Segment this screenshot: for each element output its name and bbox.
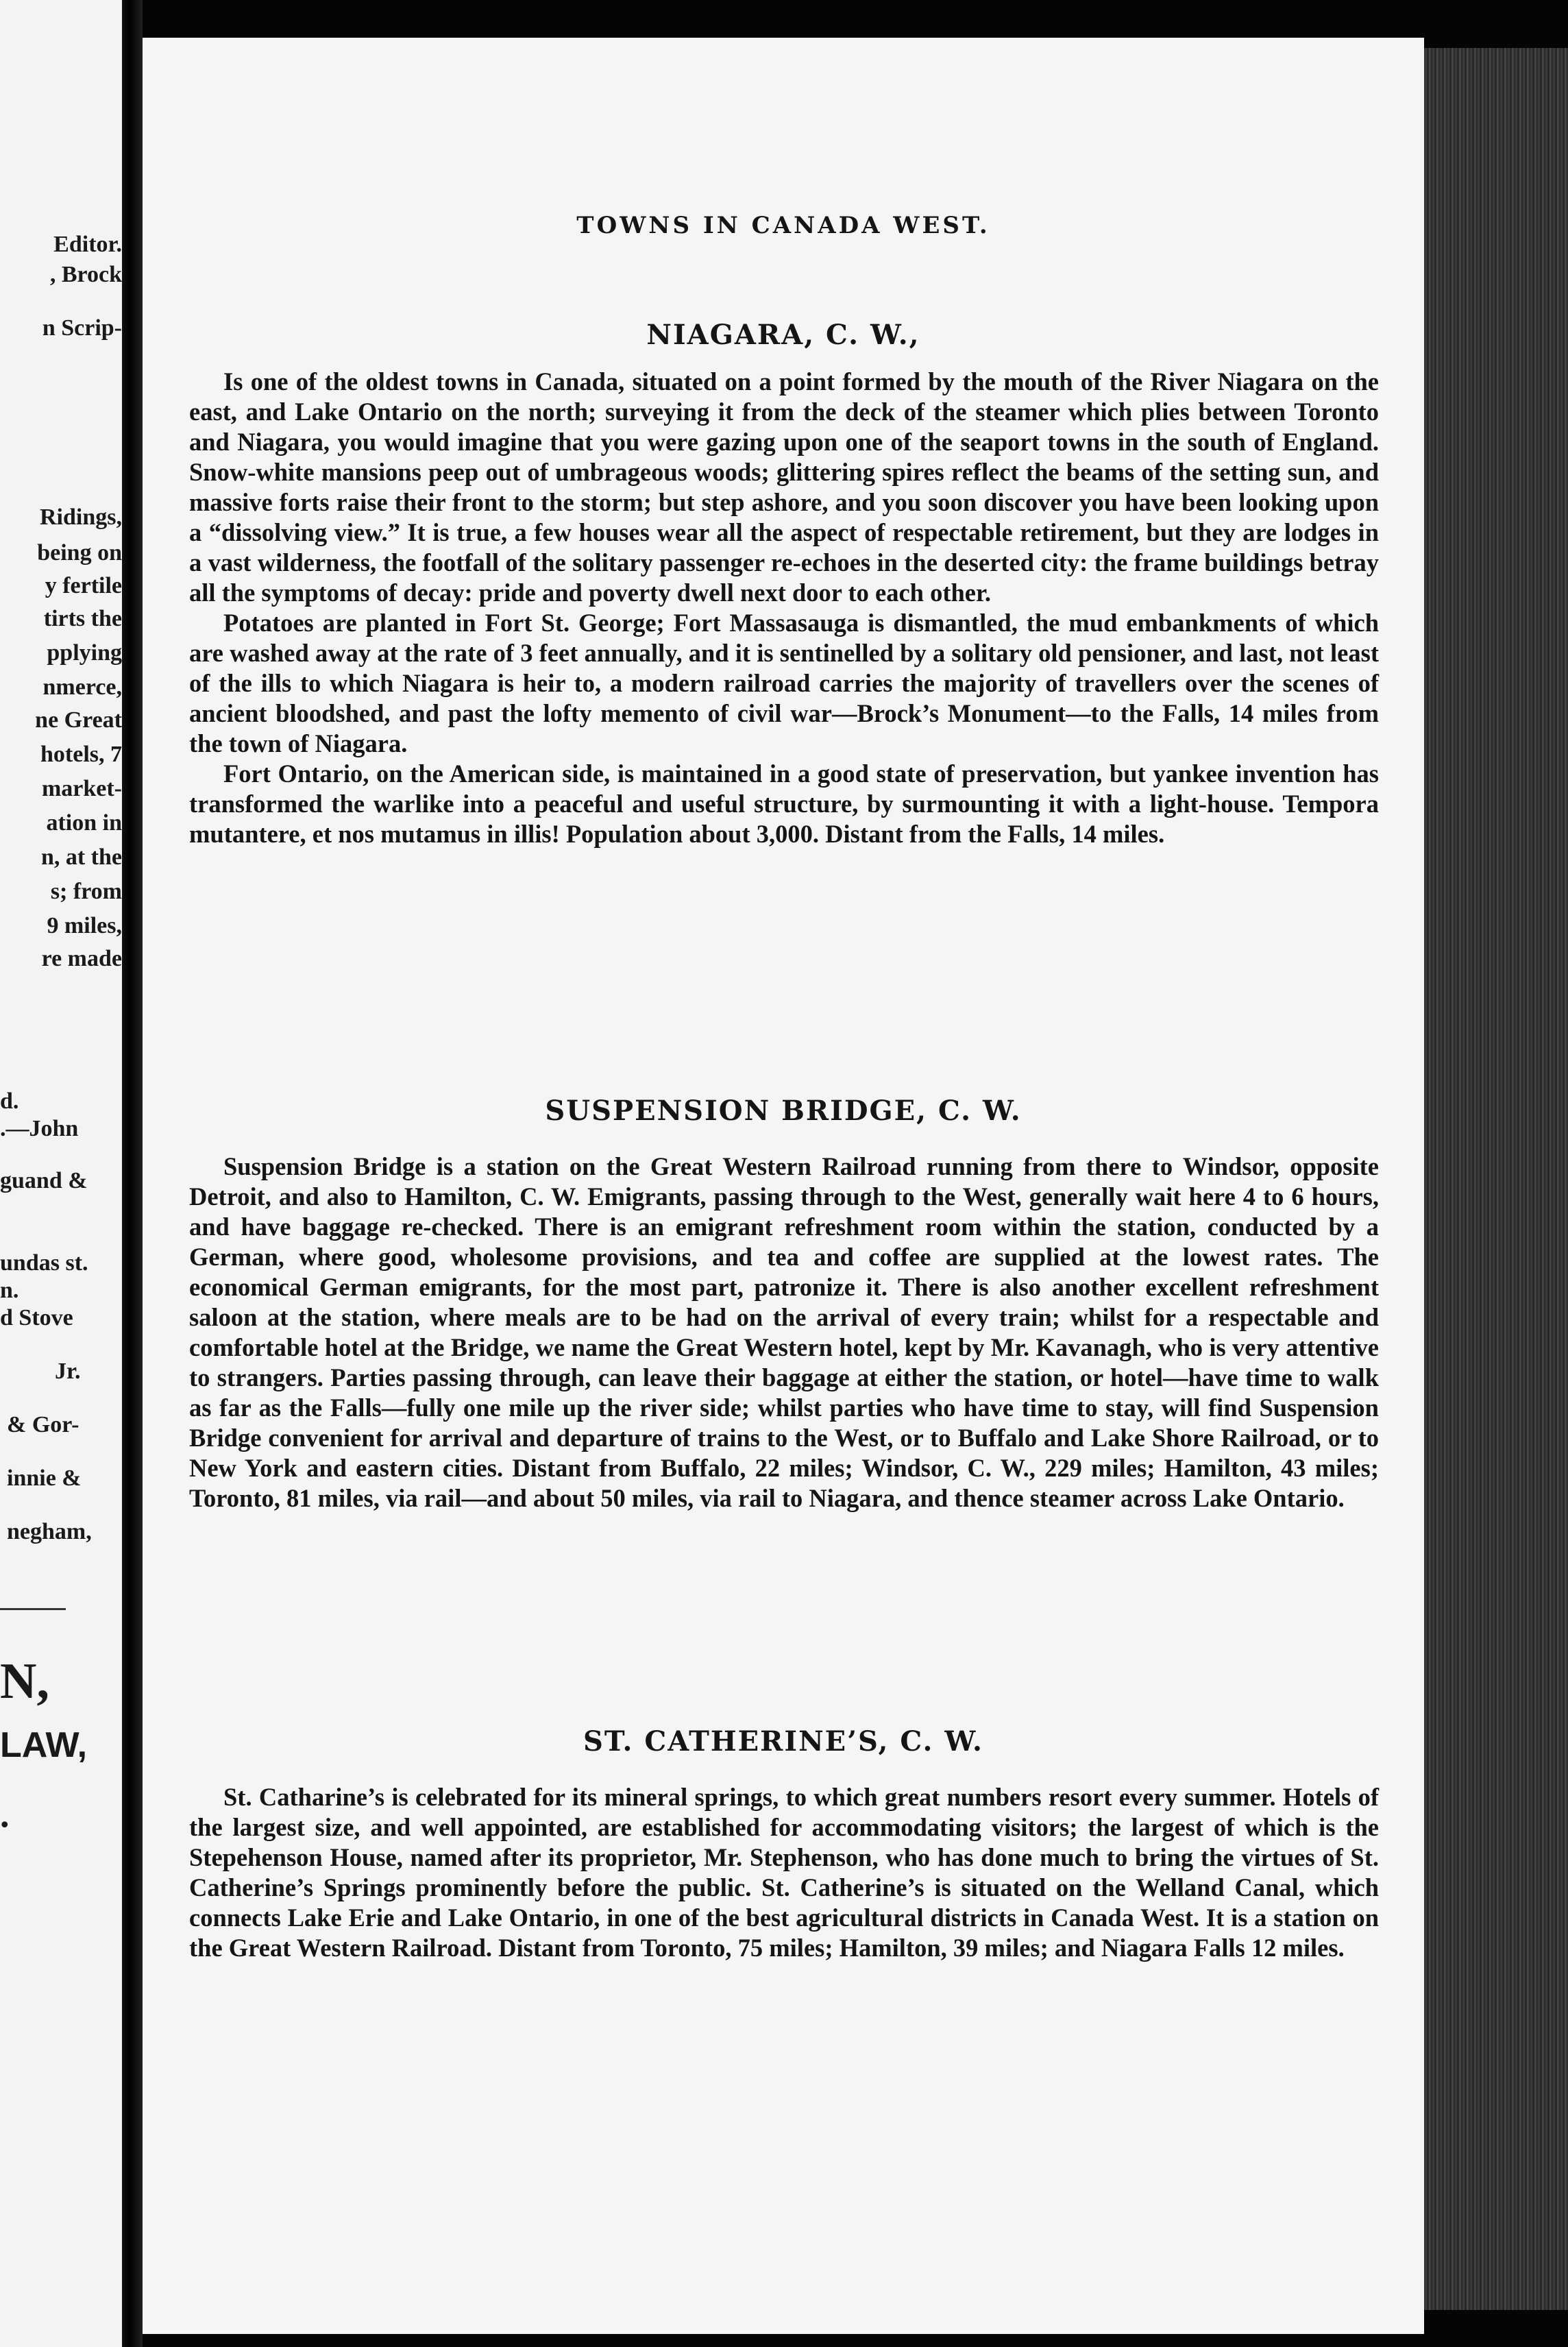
left-page-fragment: .—John: [0, 1116, 79, 1141]
section-title-suspension-bridge: SUSPENSION BRIDGE, C. W.: [545, 1095, 1022, 1127]
left-page-fragment: n, at the: [40, 844, 122, 870]
left-page-fragment: guand &: [0, 1168, 88, 1193]
paragraph: Suspension Bridge is a station on the Great Western Railroad running from there to Windsor, opposite Detroit, and also to Hamilton, C. W. Emigrants, passing through to the West, generally wait here 4 to 6 hours, and have baggage re-checked. There is an emigrant refreshment room within the station, conducted by a German, where good, wholesome provisions, and tea and coffee are supplied at the lowest rates. The economical German emigrants, for the most part, patronize it. There is also another excellent refreshment saloon at the station, where meals are to be had on the arrival of every train; whilst for a respectable and comfortable hotel at the Bridge, we name the Great Western hotel, kept by Mr. Kavanagh, who is very attentive to strangers. Parties passing through, can leave their baggage at either the station, or hotel—have time to walk as far as the Falls—fully one mile up the river side; whilst parties who have time to stay, will find Suspension Bridge convenient for arrival and departure of trains to the West, or to Buffalo and Lake Shore Railroad, or to New York and eastern cities. Distant from Buffalo, 22 miles; Windsor, C. W., 229 miles; Hamilton, 43 miles; Toronto, 81 miles, via rail—and about 50 miles, via rail to Niagara, and thence steamer across Lake Ontario.: [189, 1152, 1379, 1512]
left-page-fragment: s; from: [50, 879, 122, 904]
section-title-niagara: NIAGARA, C. W.,: [646, 319, 920, 351]
paragraph: Potatoes are planted in Fort St. George; Fort Massasauga is dismantled, the mud embankments of which are washed away at the rate of 3 feet annually, and it is sentinelled by a solitary old pensioner, and last, not least of the ills to which Niagara is heir to, a modern railroad carries the majority of travellers over the scenes of ancient bloodshed, and past the lofty memento of civil war—Brock’s Monument—to the Falls, 14 miles from the town of Niagara.: [189, 609, 1379, 757]
left-page-fragment: Ridings,: [40, 504, 122, 530]
left-facing-page: [0, 0, 122, 2347]
paragraph: Fort Ontario, on the American side, is maintained in a good state of preservation, but yankee invention has transformed the warlike into a peaceful and useful structure, by surmounting it with a light-house. Tempora mutantere, et nos mutamus in illis! Population about 3,000. Distant from the Falls, 14 miles.: [189, 759, 1379, 848]
left-page-fragment: ation in: [46, 810, 122, 836]
left-page-fragment: nmerce,: [42, 674, 122, 700]
left-page-fragment: d.: [0, 1089, 19, 1114]
left-page-rule: [0, 1608, 66, 1610]
section-body-niagara: [189, 367, 1379, 849]
paragraph: St. Catharine’s is celebrated for its mineral springs, to which great numbers resort every summer. Hotels of the largest size, and well appointed, are established for accommodating visitors; the largest of which is the Stepehenson House, named after its proprietor, Mr. Stephenson, who has done much to bring the virtues of St. Catherine’s Springs prominently before the public. St. Catherine’s is situated on the Welland Canal, which connects Lake Erie and Lake Ontario, in one of the best agricultural districts in Canada West. It is a station on the Great Western Railroad. Distant from Toronto, 75 miles; Hamilton, 39 miles; and Niagara Falls 12 miles.: [189, 1783, 1379, 1962]
left-page-fragment: n.: [0, 1278, 19, 1303]
left-page-fragment: hotels, 7: [40, 742, 122, 767]
left-page-fragment: LAW,: [0, 1725, 88, 1765]
left-page-fragment: & Gor-: [7, 1412, 79, 1437]
left-page-fragment: y fertile: [45, 573, 122, 598]
section-title-st-catherines: ST. CATHERINE’S, C. W.: [583, 1725, 983, 1758]
section-body-suspension-bridge: [189, 1152, 1379, 1513]
left-page-fragment: market-: [41, 776, 122, 801]
paragraph: Is one of the oldest towns in Canada, situated on a point formed by the mouth of the River Niagara on the east, and Lake Ontario on the north; surveying it from the deck of the steamer which plies between Toronto and Niagara, you would imagine that you were gazing upon one of the seaport towns in the south of England. Snow-white mansions peep out of umbrageous woods; glittering spires reflect the beams of the setting sun, and massive forts raise their front to the storm; but step ashore, and you soon discover you have been looking upon a “dissolving view.” It is true, a few houses wear all the aspect of respectable retirement, but they are lodges in a vast wilderness, the footfall of the solitary passenger re-echoes in the deserted city: the frame buildings betray all the symptoms of decay: pride and poverty dwell next door to each other.: [189, 367, 1379, 607]
left-page-fragment: re made: [41, 946, 122, 971]
main-page: [143, 38, 1424, 2334]
running-head: TOWNS IN CANADA WEST.: [576, 212, 990, 239]
left-page-fragment: pplying: [47, 640, 122, 666]
left-page-fragment: Editor.: [53, 232, 122, 257]
left-page-fragment: 9 miles,: [47, 913, 122, 938]
left-page-fragment: N,: [0, 1653, 49, 1710]
left-page-fragment: negham,: [7, 1519, 92, 1544]
section-body-st-catherines: [189, 1782, 1379, 1963]
left-page-fragment: ne Great: [35, 707, 122, 733]
left-page-fragment: Jr.: [55, 1359, 81, 1384]
left-page-fragment: tirts the: [43, 606, 122, 631]
left-page-fragment: innie &: [7, 1466, 82, 1491]
left-page-fragment: being on: [37, 540, 122, 566]
book-gutter: [122, 0, 143, 2347]
left-page-fragment: , Brock: [49, 262, 122, 287]
book-page-edge: [1424, 48, 1568, 2310]
left-page-fragment: undas st.: [0, 1250, 88, 1276]
left-page-fragment: .: [0, 1794, 10, 1835]
left-page-fragment: d Stove: [0, 1305, 73, 1330]
left-page-fragment: n Scrip-: [42, 315, 122, 341]
